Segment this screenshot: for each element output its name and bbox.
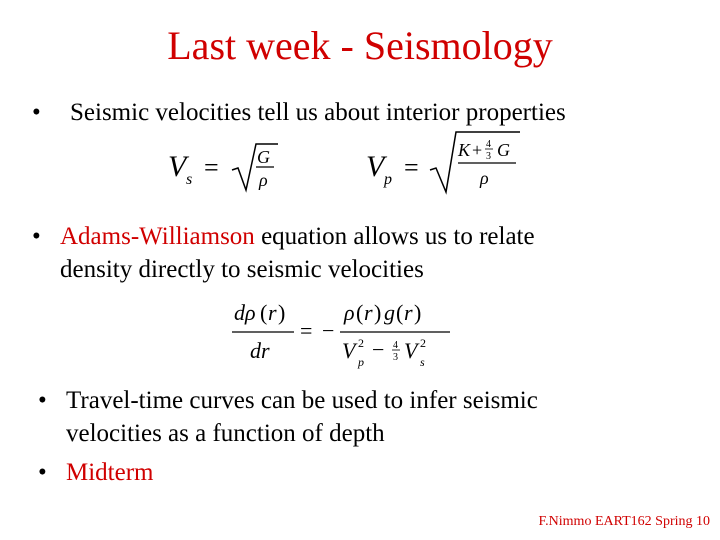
svg-text:3: 3 [486,151,491,162]
equation-vs [160,138,290,203]
svg-text:=: = [300,318,313,343]
bullet-2-text-line2: density directly to seismic velocities [60,256,424,283]
bullet-1-text: Seismic velocities tell us about interior properties [70,99,566,126]
svg-text:p: p [384,171,392,188]
svg-text:r: r [268,300,277,325]
svg-text:(: ( [396,300,404,325]
bullet-1 [32,96,692,129]
svg-text:s: s [420,355,425,369]
svg-text:=: = [404,153,419,182]
svg-text:=: = [204,153,219,182]
svg-text:dr: dr [250,338,270,363]
bullet-4-text: Midterm [66,459,154,486]
equation-adams-williamson [228,296,458,377]
svg-text:V: V [342,338,356,363]
bullet-3 [38,384,698,450]
svg-text:r: r [364,300,373,325]
svg-text:−: − [372,337,385,362]
bullet-dot: • [32,99,41,126]
adams-williamson-highlight: Adams-Williamson [60,223,255,250]
svg-text:V: V [168,150,187,183]
svg-text:g: g [384,300,395,325]
equation-vp [360,128,530,205]
svg-text:): ) [278,300,286,325]
svg-text:p: p [358,355,364,369]
svg-text:3: 3 [393,352,398,363]
svg-text:(: ( [260,300,268,325]
bullet-dot: • [38,459,47,486]
svg-text:4: 4 [393,340,398,351]
svg-text:2: 2 [420,336,426,350]
svg-text:): ) [374,300,382,325]
svg-text:K: K [458,140,471,160]
bullet-2 [32,220,692,286]
svg-text:dρ: dρ [234,300,256,325]
bullet-dot: • [32,223,41,250]
bullet-dot: • [38,387,47,414]
svg-text:V: V [366,150,385,183]
svg-text:ρ: ρ [480,168,489,188]
svg-text:−: − [322,318,335,343]
svg-text:G: G [497,140,510,160]
svg-text:2: 2 [358,336,364,350]
svg-text:): ) [414,300,422,325]
svg-text:(: ( [356,300,364,325]
slide-title: Last week - Seismology [167,23,553,68]
svg-text:r: r [404,300,413,325]
svg-text:G: G [257,147,270,167]
svg-text:s: s [186,171,193,188]
bullet-3-text-line2: velocities as a function of depth [66,420,385,447]
svg-text:4: 4 [486,139,491,150]
bullet-3-text: Travel-time curves can be used to infer seismic [66,387,538,414]
svg-text:V: V [404,338,418,363]
bullet-2-text: equation allows us to relate [254,223,535,250]
slide-footer: F.Nimmo EART162 Spring 10 [538,514,710,529]
svg-text:+: + [472,140,483,160]
svg-text:ρ: ρ [259,170,268,190]
svg-text:ρ: ρ [344,300,355,325]
bullet-4 [38,456,698,489]
